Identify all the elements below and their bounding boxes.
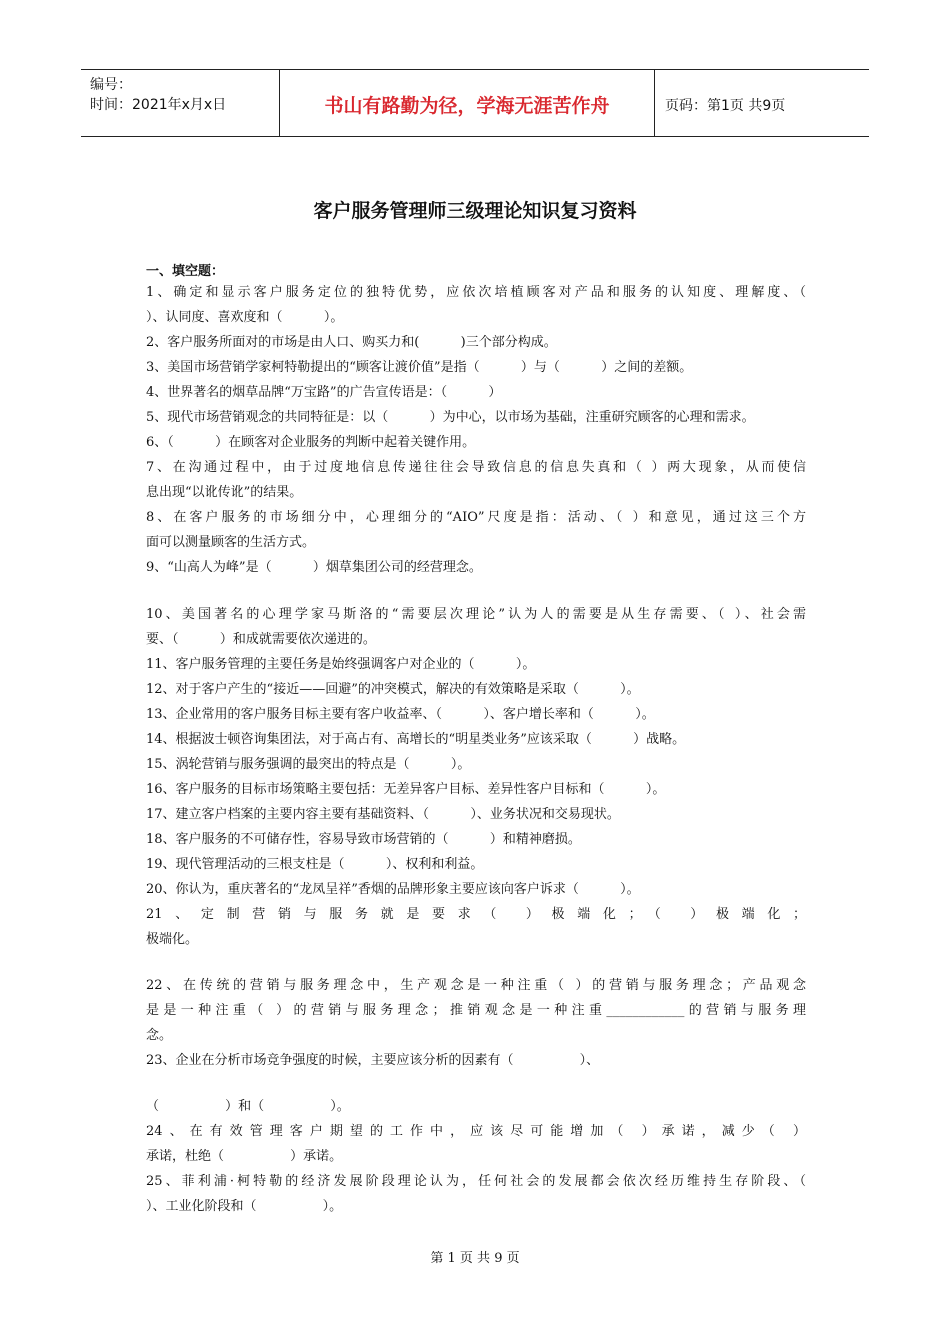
text-line: 7、在沟通过程中，由于过度地信息传递往往会导致信息的信息失真和（ ）两大现象，从而使信: [146, 460, 806, 475]
page-footer: 第 1 页 共 9 页: [430, 1251, 520, 1266]
text-line: 8、在客户服务的市场细分中，心理细分的“AIO”尺度是指：活动、（ ）和意见，通过这三个方: [146, 510, 806, 525]
text-line: 念。: [146, 1028, 173, 1043]
text-line: 14、根据波士顿咨询集团法，对于高占有、高增长的“明星类业务”应该采取（ ）战略。: [146, 732, 686, 747]
motto: 书山有路勤为径，学海无涯苦作舟: [324, 95, 610, 117]
text-line: 6、（ ）在顾客对企业服务的判断中起着关键作用。: [146, 435, 476, 450]
time-label: 时间：2021年x月x日: [90, 97, 227, 113]
text-line: 面可以测量顾客的生活方式。: [146, 535, 316, 550]
text-line: ）、工业化阶段和（ ）。: [146, 1199, 343, 1214]
text-line: 23、企业在分析市场竞争强度的时候，主要应该分析的因素有（ ）、: [146, 1053, 600, 1068]
text-line: 10、美国著名的心理学家马斯洛的“需要层次理论”认为人的需要是从生存需要、（ ）、社会需: [146, 607, 806, 622]
header-motto-cell: [279, 70, 655, 136]
text-line: 4、世界著名的烟草品牌“万宝路”的广告宣传语是：（ ）: [146, 385, 502, 400]
document-title: 客户服务管理师三级理论知识复习资料: [313, 200, 637, 222]
text-line: （ ）和（ ）。: [146, 1099, 350, 1114]
text-line: 19、现代管理活动的三根支柱是（ ）、权利和利益。: [146, 857, 484, 872]
text-line: 息出现“以讹传讹”的结果。: [146, 485, 303, 500]
text-line: 2、客户服务所面对的市场是由人口、购买力和( )三个部分构成。: [146, 335, 557, 350]
page-header: [81, 69, 869, 137]
text-line: 20、你认为，重庆著名的“龙凤呈祥”香烟的品牌形象主要应该向客户诉求（ ）。: [146, 882, 640, 897]
text-line: 24、在有效管理客户期望的工作中，应该尽可能增加（ ）承诺，减少（ ）: [146, 1124, 806, 1139]
text-line: 承诺，杜绝（ ）承诺。: [146, 1149, 343, 1164]
header-info-cell: [81, 70, 279, 136]
text-line: 18、客户服务的不可储存性，容易导致市场营销的（ ）和精神磨损。: [146, 832, 581, 847]
text-line: 1、确定和显示客户服务定位的独特优势，应依次培植顾客对产品和服务的认知度、理解度、（: [146, 285, 806, 300]
text-line: 11、客户服务管理的主要任务是始终强调客户对企业的（ ）。: [146, 657, 536, 672]
text-line: 16、客户服务的目标市场策略主要包括：无差异客户目标、差异性客户目标和（ ）。: [146, 782, 666, 797]
text-line: 极端化。: [146, 932, 199, 947]
page-info: 页码：第1页 共9页: [665, 98, 786, 114]
text-line: 13、企业常用的客户服务目标主要有客户收益率、（ ）、客户增长率和（ ）。: [146, 707, 655, 722]
text-line: 15、涡轮营销与服务强调的最突出的特点是（ ）。: [146, 757, 471, 772]
text-line: 5、现代市场营销观念的共同特征是：以（ ）为中心，以市场为基础，注重研究顾客的心理和需求。: [146, 410, 755, 425]
text-line: 21、定制营销与服务就是要求（ ）极端化；（ ）极端化；: [146, 907, 806, 922]
text-line: 22、在传统的营销与服务理念中，生产观念是一种注重（ ）的营销与服务理念；产品观念: [146, 978, 806, 993]
text-line: 25、菲利浦·柯特勒的经济发展阶段理论认为，任何社会的发展都会依次经历维持生存阶段、（: [146, 1174, 806, 1189]
text-line: 12、对于客户产生的“接近——回避”的冲突模式，解决的有效策略是采取（ ）。: [146, 682, 640, 697]
text-line: 17、建立客户档案的主要内容主要有基础资料、（ ）、业务状况和交易现状。: [146, 807, 620, 822]
text-line: 9、“山高人为峰”是（ ）烟草集团公司的经营理念。: [146, 560, 482, 575]
text-line: 是是一种注重（ ）的营销与服务理念；推销观念是一种注重____________的营销与服务理: [146, 1003, 806, 1018]
text-line: ）、认同度、喜欢度和（ ）。: [146, 310, 344, 325]
text-line: 3、美国市场营销学家柯特勒提出的“顾客让渡价值”是指（ ）与（ ）之间的差额。: [146, 360, 693, 375]
section-heading: 一、填空题：: [146, 264, 225, 279]
number-label: 编号：: [90, 77, 132, 93]
header-page-cell: [654, 70, 869, 136]
text-line: 要、（ ）和成就需要依次递进的。: [146, 632, 376, 647]
